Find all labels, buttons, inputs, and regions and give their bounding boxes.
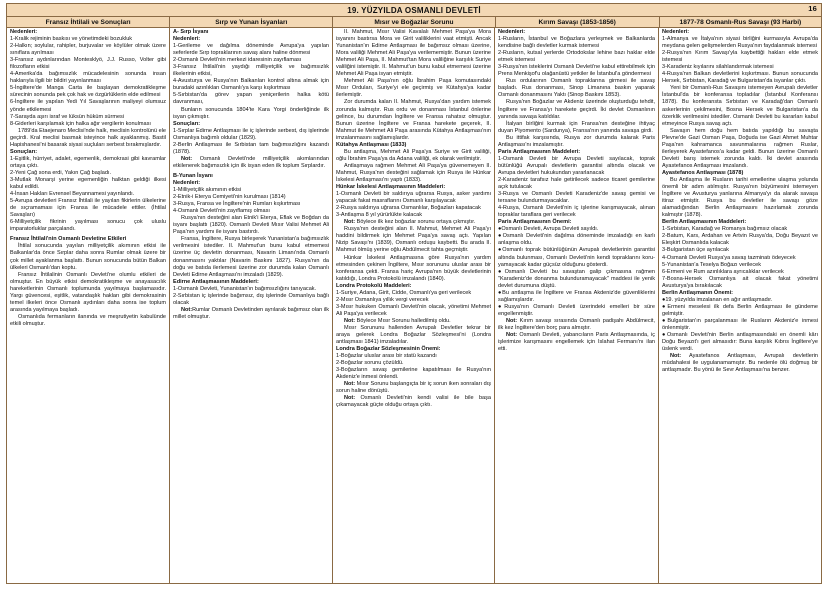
section-heading: Nedenleri: [173,179,201,186]
section-heading: Kütahya Antlaşması (1833) [336,141,407,148]
paragraph: 1-Rusların, İstanbul ve Boğazlara yerleşmek ve Balkanlarda kendisine bağlı devletler kurmak istemesi [498,36,655,50]
paragraph: 1-Osmanlı Devleti, Yunanistan'ın bağımsızlığını tanıyacak. [173,285,317,292]
section-heading: Nedenleri: [498,29,526,35]
paragraph: 4-Rusya, Osmanlı Devleti'nin iç işlerine karışmayacak, alınan topraklar taraflara geri verilecek [498,205,655,219]
paragraph: 1-Sırplar Edirne Antlaşması ile iç işlerinde serbest, dış işlerinde Osmanlıya bağımlı oldular (1829). [173,127,329,141]
paragraph: ●Osmanlı Devleti'nin dağılma döneminde imzaladığı en karlı anlaşma oldu. [498,233,655,247]
note-label: Not: [181,155,193,162]
paragraph: Zor durumda kalan II. Mahmut, Rusya'dan yardım istemek zorunda kalmıştır. Rus ordu ve donanması İstanbul önlerine gelince, bu durumdan İngiltere ve Fransa rahatsız olmuştur. Bunun üzerine İngiltere ve Fransa harekete geçerek, II. Mahmut ile Mehmet Ali Paşa arasında Kütahya Antlaşması'nın imzalanmasını sağlamışlardır. [336,99,491,141]
paragraph: 1-Sırbistan, Karadağ ve Romanya bağımsız olacak [662,226,788,233]
paragraph: Not: Kırım savaşı sırasında Osmanlı padişahı Abdülmecit, ilk kez İngiltere'den borç para almıştır. [498,317,655,331]
paragraph: Not: Osmanlı Devleti'nin kendi valisi ile bile başa çıkamayacak güçte olduğu ortaya çıktı. [336,395,491,409]
paragraph: Not: Osmanlı Devleti, yabancıların Paris Antlaşmasında, iç işlerimize karışmasını engellemek için Islahat Fermanı'nı ilan etti. [498,332,655,353]
section-heading: Hünkar İskelesi Antlaşmasının Maddeleri: [336,184,446,191]
paragraph: 6-İngiltere ile yapılan Yedi Yıl Savaşlarının maliyeyi olumsuz yönde etkilemesi [10,99,166,113]
paragraph: 4-Amerika'da bağımsızlık mücadelesinin sonunda insan haklarıyla ilgili bir bildiri yayınlanması [10,71,166,85]
paragraph: Savaşın hem doğu hem batıda yapıldığı bu savaşta Plevne'de Gazi Osman Paşa, Doğuda ise Gazi Ahmet Muhtar Paşa'nın kahramanca savunmalarına rağmen Ruslar, ilerleyerek Ayastefanos'a kadar geldi. Bunun üzerine Osmanlı Devleti barış istemek zorunda kaldı. İki devlet arasında Ayastefanos Antlaşması imzalandı. [662,127,818,169]
paragraph: ●Rusya'nın Osmanlı Devleti üzerindeki emelleri bir süre engellenmiştir. [498,303,655,317]
paragraph: 4-Osmanlı Devleti Rusya'ya savaş tazminatı ödeyecek [662,254,796,261]
note-label: Not: [181,306,193,313]
paragraph: 1-Osmanlı Devleti bir saldırıya uğrarsa Rusya, asker yardımı yapacak fakat masraflarını Osmanlı karşılayacak [336,191,491,205]
paragraph: 6-Milliyetçilik fikrinin yayılması sonucu çok uluslu imparatorluklar parçalandı. [10,219,166,233]
page-number: 16 [808,4,817,13]
paragraph: 2-Berlin Antlaşması ile Sırbistan tam bağımsızlığını kazandı (1878). [173,141,329,155]
paragraph: Fransız İhtilalinin Osmanlı Devleti'ne olumlu etkileri de olmuştur. En büyük etkisi demokratikleşme ve anayasacılık hareketlerinin Osmanlı toplumunda yayılmaya başlamasıdır. Yargı güvencesi, eşitlik, vatandaşlık hakları gibi demokrasinin temel ilkeleri önce Osmanlı aydınları daha sonra ise toplum arasında yayılmaya başladı. [10,271,166,313]
paragraph: 3-Karadeniz kıyılarını silahlandırmak istemesi [662,64,774,71]
paragraph: 2-Etnik-i Eterya Cemiyeti'nin kurulması (1814) [173,194,286,201]
paragraph: 1-Eşitlik, hürriyet, adalet, egemenlik, demokrasi gibi kavramlar ortaya çıktı. [10,155,166,169]
paragraph: 2-Rusya'nın Kırım Savaşı'yla kaybettiği hakları elde etmek istemesi [662,50,818,64]
paragraph: 3-Rusya'nın isteklerini Osmanlı Devleti'ne kabul ettirebilmek için Prens Menkişof'u olağanüstü yetkiler ile İstanbul'a göndermesi [498,64,655,78]
paragraph: 7-Bosna-Hersek Osmanlıya ait olacak fakat yönetimi Avusturya'ya bırakılacak [662,275,818,289]
paragraph: II. Mahmut, Mısır Valisi Kavalalı Mehmet Paşa'ya Mora isyanını bastırsa Mora ve Girit valiliklerini vaat etmişti. Ancak Yunanistan'ın Edirne Antlaşması ile bağımsız olması üzerine, Mora valiliği Mehmet Ali Paşa'ya verilememiştir. Bunun üzerine Mehmet Ali Paşa, II. Mahmut'tan Mora valiliğine karşılık Suriye valiliğini istemiştir. II. Mahmut'un bunu kabul etmemesi üzerine Mehmet Ali Paşa isyan etmiştir. [336,29,491,78]
note-label: Not: [344,317,356,324]
section-heading: Sonuçları: [173,120,201,127]
paragraph: 3-Boğazların savaş gemilerine kapatılması ile Rusya'nın Akdeniz'e inmesi önlendi. [336,367,491,381]
paragraph: Not: Mısır Sorunu başlangıçta bir iç sorun iken sonraları dış sorun haline dönüştü. [336,381,491,395]
paragraph: 1-Kralik rejiminin baskısı ve yönetimdeki bozukluk [10,36,133,43]
content-columns [6,28,822,584]
paragraph: 3-Rusya ve Osmanlı Devleti Karadeniz'de savaş gemisi ve tersane bulundurmayacaklar. [498,191,655,205]
paragraph: Not: Böylece Mısır Sorunu halledilmiş oldu. [344,317,451,324]
paragraph: Mehmet Ali Paşa'nın oğlu İbrahim Paşa komutasındaki Mısır Orduları, Suriye'yi ele geçirmiş ve Kütahya'ya kadar ilerlemiştir. [336,78,491,99]
paragraph: 2-Rusların, kutsal yerlerde Ortodokslar lehine bazı haklar elde etmek istemesi [498,50,655,64]
paragraph: Mısır Sorununu hallenden Avrupalı Devletler tekrar bir araya gelerek Londra Boğazlar Sözleşmesi'ni (Londra antlaşması 1841) imzaladılar. [336,324,491,346]
paragraph: ●Osmanlı Devleti'nin Berlin antlaşmasındaki en önemli kârı Doğu Beyazıt'ı geri almasıdır: Buna karşılık Kıbrıs İngiltere'ye üslenk verdi. [662,332,818,353]
paragraph: Yeni bir Osmanlı-Rus Savaşını istemeyen Avrupalı devletler İstanbul'da bir konferansa topladılar (İstanbul Konferansı 1878). Bu konferansta Sırbistan ve Karadağ'dan Osmanlı askerlerinin çekilmesini, Bosna Hersek ve Bulgaristan'a da özerklik verilmesini istediler. Osmanlı Devleti bu kararları kabul etmeyince Rusya savaş açtı. [662,85,818,127]
paragraph: 1-Osmanlı Devleti bir Avrupa Devleti sayılacak, toprak bütünlüğü Avrupalı devletlerin garantisi altında olacak ve Avrupa devletleri hukukundan yararlanacak [498,155,655,176]
column-header-kirim-savasi: Kırım Savaşı (1853-1856) [496,17,660,27]
column-header-sirp-yunan: Sırp ve Yunan İsyanları [170,17,333,27]
paragraph: Rus ordularının Osmanlı topraklarına girmesi ile savaş başladı. Rus donanması, Sinop Limanına baskın yaparak Osmanlı donanmasını Yaktı (Sinop Baskını 1853). [498,78,655,99]
page-title: 19. YÜZYILDA OSMANLI DEVLETİ [347,5,481,15]
paragraph: 3-Fransız İhtilali'nin yaydığı milliyetçilik ve bağımsızlık ilkelerinin etkisi, [173,64,329,78]
paragraph: Antlaşmaya rağmen Mehmet Ali Paşa'ya güvenemeyen II. Mahmut, Rusya'nın desteğini sağlamak için Rusya ile Hünkar İskelesi Antlaşması'nı yaptı (1833). [336,162,491,183]
paragraph: 1-Almanya ve İtalya'nın siyasi birliğini kurmasıyla Avrupa'da meydana gelen gelişmelerden Rusya'nın faydalanmak istemesi [662,36,818,50]
paragraph: 2-Batum, Kars, Ardahan ve Artvin Rusya'da, Doğu Beyazıt ve Eleşkirt Osmanlıda kalacak [662,233,818,247]
section-heading: Londra Boğazlar Sözleşmesinin Önemi: [336,346,441,353]
section-heading: Londra Protokolü Maddeleri: [336,282,412,289]
section-heading: Paris Antlaşmasının Önemi: [498,219,572,226]
paragraph: Not: Böylece ilk kez boğazlar sorunu ortaya çıkmıştır. [344,219,476,226]
paragraph: 5-Yunanistan'a Teselya Boğazı verilecek [662,261,762,268]
paragraph: 2-Sırbistan iç işlerinde bağımsız, dış işlerinde Osmanlıya bağlı olacak [173,292,329,306]
paragraph: 1-Suriye, Adana, Girit, Cidde, Osmanlı'ya geri verilecek [336,289,472,296]
section-heading: Ayastefanos Antlaşması (1878) [662,169,744,176]
paragraph: 2-Rusya saldırıya uğrarsa Osmanlılar, Boğazları kapatacak [336,205,481,212]
page [6,3,822,584]
paragraph: Bunların sonucunda 1804'te Kara Yorgi önderliğinde ilk isyan çıkmıştır. [173,106,329,120]
note-label: Not: [506,332,518,339]
column-header-fransiz-ihtilali: Fransız İhtilali ve Sonuçları [7,17,170,27]
section-heading: A- Sırp İsyanı [173,29,209,35]
paragraph: Rusya'nın desteğini alan Etnik'i Eterya, Eflak ve Boğdan da isyanı başlattı (1820). Osmanlı Devleti Mısır Valisi Mehmet Ali Paşa'nın yardımı ile isyanı bastırdı. [173,215,329,236]
column-sirp-yunan [170,28,333,583]
paragraph: 2-Halkın; soylular, rahipler, burjuvalar ve köylüler olmak üzere sınıflara ayrılması [10,43,166,57]
note-label: Not: [344,219,356,226]
paragraph: Osmanlıda fermanların ilanında ve meşrutiyetin kabulünde etkili olmuştur. [10,313,166,327]
column-misir-bogazlar [333,28,495,583]
section-heading: Nedenleri: [173,36,201,43]
note-label: Not: [670,353,682,360]
section-heading: Edirne Antlaşmasının Maddeleri: [173,278,259,285]
paragraph: 6-Ermeni ve Rum azınlıklara ayrıcalıklar verilecek [662,268,784,275]
section-heading: Nedenleri: [10,29,38,35]
paragraph: 3-Antlaşma 8 yıl yürürlükte kalacak [336,212,423,219]
paragraph: 2-Boğazlar sorunu çözüldü. [336,360,404,367]
paragraph: 1789'da Etaejenaro Meclisi'nde halk, meclisin kontrolünü ele geçirdi. Kral meclisi basmak isteyince halk ayaklanmış. Bastil Hapishanesi'ni basarak siyasi suçluları serbest bırakmışlardır. [10,127,166,148]
section-heading: Sonuçları: [10,148,38,155]
paragraph: 2-Osmanlı Devleti'nin merkezi idaresinin zayıflaması [173,57,302,64]
paragraph: İhtilal sonucunda yayılan milliyetçilik akımının etkisi ile Balkanlar'da önce Sırplar daha sonra Rumlar olmak üzere bir çok millet ayaklanma başlattı. Bunun sonucunda bütün Balkan ülkeleri Osmanlı'dan koptu. [10,243,166,271]
paragraph: Fransa, İngiltere, Rusya birleşerek Yunanistan'a bağımsızlık verilmesini istediler. II. Mahmut'un bunu kabul etmemesi üzerine üç devletin donanması, Navarin Limanı'nda Osmanlı donanmasını yaktılar (Navarin Baskını 1827). Rusya'nın da doğu ve batıda ilerlemesi üzerine zor durumda kalan Osmanlı Devleti Edirne Antlaşması'nı imzaladı (1829). [173,236,329,278]
paragraph: ●Bu antlaşma ile İngiltere ve Fransa Akdeniz'de güvenliklerini sağlamışlardır. [498,289,655,303]
column-kirim-savasi [495,28,659,583]
paragraph: 5-Sırbistan'da görev yapan yeniçerilerin halka kötü davranması, [173,92,329,106]
note-label: Not: [344,381,356,388]
paragraph: 4-İnsan Hakları Evrensel Beyannamesi yayınlandı. [10,191,135,198]
section-heading: Paris Antlaşmasının Maddeleri: [498,148,581,155]
column-headers [6,17,822,28]
paragraph: Hünkar İskelesi Antlaşmasına göre Rusya'nın yardım etmesinden çekinen İngiltere, Mısır sorununu uluslar arası bir konferansa çekti. Fransa hariç Avrupa'nın büyük devletlerinin katıldığı, Londra Protokolü imzalandı (1840). [336,254,491,282]
paragraph: 3-Mutlak Monarşi yerine egemenliğin halktan geldiği ilkesi kabul edildi. [10,176,166,191]
paragraph: Rusya'nın desteğini alan II. Mahmut, Mehmet Ali Paşa'yı haddini bildirmek için Mehmet Paşa'ya savaş açtı. Yapılan Nizip Savaşı'nı (1839), Osmanlı orduşu kaybetti. Bu arada II. Mahmut ölmüş yerine oğlu Abdülmecit tahta geçmiştir. [336,226,491,254]
paragraph: Not: Ayastefanos Antlaşması, Avrupalı devletlerin müdahalesi ile uygulanamamıştır. Bu nedenle ölü doğmuş bir antlaşmadır. Bu yönü ile Sevr Antlaşması'na benzer. [662,353,818,374]
column-header-misir-bogazlar: Mısır ve Boğazlar Sorunu [333,17,495,27]
column-header-93-harbi: 1877-78 Osmanlı-Rus Savaşı (93 Harbi) [660,17,821,27]
column-fransiz-ihtilali [7,28,170,583]
paragraph: ●Osmanlı Devleti bu savaştan galip çıkmasına rağmen "Karadeniz'de donanma bulunduramayacak" maddesi ile yenik devlet durumuna düştü. [498,268,655,289]
paragraph: 3-Mısır hukuken Osmanlı Devleti'nin olacak, yönetimi Mehmet Ali Paşa'ya verilecek [336,303,491,317]
column-93-harbi [659,28,821,583]
section-heading: Fransız İhtilali'nin Osmanlı Devletine Etkileri [10,236,127,243]
paragraph: Bu Antlaşma ile Rusların tarihi emellerine ulaşma yolunda önemli bir adım atılmıştır. Rusya'nın büyümesini istemeyen İngiltere ve Avusturya yanlarına Almanya'yı da alarak savaşa itiraz etmiştir. Rusya bu devletler ile savaşı göze alamadığından Berlin Antlaşmasını hazırlamak zorunda kalmıştır (1878). [662,176,818,219]
paragraph: 4-Rusya'nın Balkan devletlerini kışkırtması. Bunun sonucunda Hersek, Sırbistan, Karadağ ve Bulgaristan'da isyanlar çıktı. [662,71,818,85]
paragraph: 5-İngiltere'de Manga Carta ile başlayan demokratikleşme sürecinin sonunda pek çok hak ve özgürlüklerin elde edilmesi [10,85,166,99]
paragraph: 3-Rusya, Fransa ve İngiltere'nin Rumları kışkırtması [173,201,301,208]
paragraph: 1-Milliyetçilik akımının etkisi [173,187,242,194]
paragraph: 1-Gerileme ve dağılma döneminde Avrupa'ya yapılan seferlerde Sırp topraklarının savaş alanı haline dönmesi [173,43,329,57]
paragraph: 3-Bulgaristan üçe ayrılacak [662,247,729,254]
paragraph: Not:Rumlar Osmanlı Devletinden ayrılarak bağımsız olan ilk millet olmuştur. [173,306,329,320]
paragraph: 2-Mısır Osmanlıya yıllık vergi verecek [336,296,429,303]
paragraph: Not: Osmanlı Devleti'nde milliyetçilik akımlarından etkilenerek bağımsızlık için ilk isyan eden ilk toplum Sırplardır. [173,155,329,169]
page-header [6,3,822,17]
paragraph: 4-Osmanlı Devleti'nin zayıflamış olması [173,208,270,215]
paragraph: 3-Fransız aydınlarından Montesklyö, J.J. Russo, Volter gibi filozofların etkisi [10,57,166,71]
paragraph: Bu antlaşma, Mehmet Ali Paşa'ya Suriye ve Girit valiliği, oğlu İbrahim Paşa'ya da Adana valiliği, ek olarak verilmiştir. [336,148,491,162]
paragraph: 5-Avrupa devletleri Fransız İhtilali ile yayılan fikirlerin ülkelerine de sıçramaması için Fransa ile mücadele ettiler. (İhtilal Savaşları) [10,198,166,219]
paragraph: ●19. yüzyılda imzalanan en ağır antlaşmadır. [662,296,773,303]
section-heading: Berlin Antlaşmanın Önemi: [662,289,733,296]
paragraph: ●Osmanlı toprak bütünlüğünün Avrupalı devletlerinin garantisi altında bulunması, Osmanlı Devleti'nin kendi topraklarını koru-yamayacak kadar güçsüz olduğunu gösterdi. [498,247,655,268]
section-heading: Nedenleri: [662,29,690,35]
paragraph: 2-Karadeniz tarafsız hale getirilecek sadece ticaret gemilerine açık tutulacak [498,176,655,191]
paragraph: ●Osmanlı Devleti, Avrupa Devleti sayıldı. [498,226,599,233]
paragraph: ●Ermeni meselesi ilk defa Berlin Antlaşması ile gündeme gelmiştir. [662,303,818,317]
paragraph: 2-Yeni Çağ sona erdi, Yakın Çağ başladı. [10,169,112,176]
paragraph: 4-Avusturya ve Rusya'nın Balkanları kontrol altına almak için buradaki azınlıkları Osmanlı'ya karşı kışkırtması [173,78,329,92]
note-label: Not: [506,317,518,324]
section-heading: Berlin Antlaşmasının Maddeleri: [662,219,747,226]
paragraph: Rusya'nın Boğazlar ve Akdeniz üzerinde oluşturduğu tehdit, İngiltere ve Fransa'yı harekete geçirdi. İki devlet Osmanlının yanında savaşa katıldılar. [498,99,655,120]
paragraph: 1-Boğazlar uluslar arası bir statü kazandı [336,353,437,360]
note-label: Not: [344,395,356,402]
paragraph: ●Bulgaristan'ın parçalanması ile Rusların Akdeniz'e inmesi önlenmiştir. [662,317,818,331]
section-heading: B-Yunan İsyanı [173,172,213,179]
paragraph: 7-Sarayda aşırı israf ve lüksün hüküm sürmesi [10,113,125,120]
paragraph: Bu ittifak karşısında, Rusya zor durumda kalarak Paris Antlaşması'nı imzalamıştır. [498,134,655,148]
paragraph: 8-Giderleri karşılamak için halka ağır vergilerin konulması [10,120,151,127]
paragraph: İtalyan birliğini kurmak için Fransa'nın desteğine ihtiyaç duyan Piyomento (Sardunya), Fransa'nın yanında savaşa girdi. [498,120,655,134]
